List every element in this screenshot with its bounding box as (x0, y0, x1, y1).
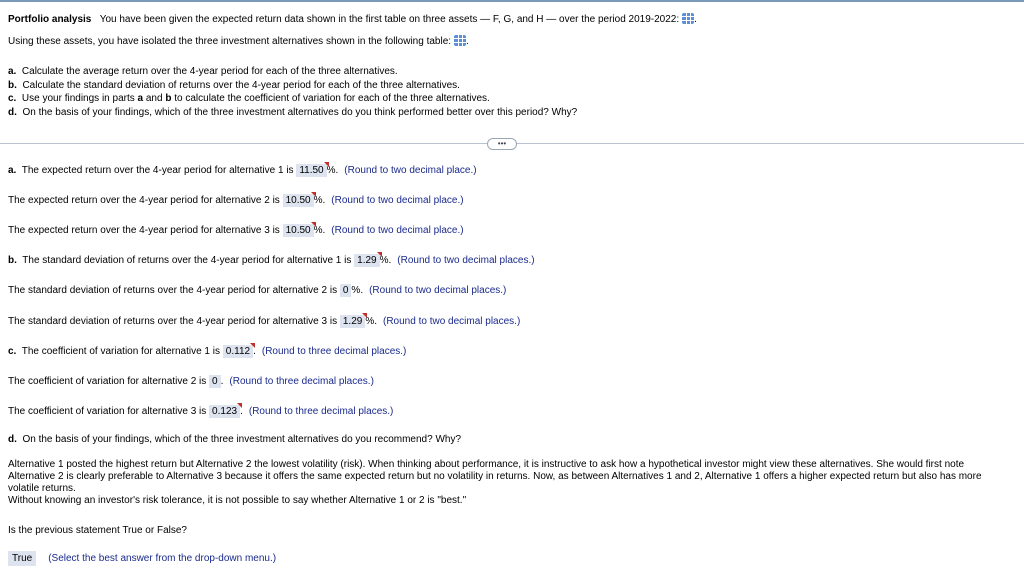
answer-unit: %. (365, 316, 377, 327)
top-border (0, 0, 1024, 2)
expand-button[interactable]: ••• (487, 138, 517, 150)
answer-prompt: The expected return over the 4-year period for alternative 3 is (8, 225, 280, 236)
answer-input[interactable]: 10.50 (283, 194, 314, 207)
answer-unit: %. (351, 285, 364, 296)
task-c (8, 93, 490, 105)
task-text: Calculate the average return over the 4-year period for each of the three alternatives. (21, 66, 398, 77)
answer-row (8, 225, 464, 237)
part-letter: c. (8, 346, 17, 357)
answer-row (8, 255, 535, 267)
table-icon[interactable] (454, 35, 466, 46)
rounding-hint: (Round to three decimal places.) (248, 406, 394, 417)
task-a (8, 66, 398, 78)
answer-unit: %. (326, 165, 339, 176)
answer-unit: %. (379, 255, 392, 266)
punct: . (694, 14, 697, 25)
answer-input[interactable]: 11.50 (296, 164, 326, 177)
answer-unit: . (220, 376, 224, 387)
answer-prompt: The coefficient of variation for alternative 1 is (21, 346, 220, 357)
task-text: to calculate the coefficient of variation for each of the three alternatives. (171, 93, 490, 104)
answer-unit: . (253, 346, 256, 357)
answer-row (8, 376, 374, 388)
table-icon[interactable] (682, 13, 694, 24)
part-d-answer (8, 459, 1008, 507)
part-d-question (8, 434, 461, 446)
rounding-hint: (Round to two decimal places.) (369, 285, 507, 296)
answer-prompt: The expected return over the 4-year period for alternative 1 is (21, 165, 294, 176)
answer-row (8, 165, 477, 177)
answer-input[interactable]: 0.123 (209, 405, 240, 418)
intro-text-2: Using these assets, you have isolated the three investment alternatives shown in the following table: (8, 36, 452, 47)
answer-row (8, 195, 464, 207)
true-false-row (8, 553, 276, 565)
task-text: and (143, 93, 166, 104)
answer-unit: . (240, 406, 243, 417)
intro-line-2 (8, 35, 469, 48)
punct: . (466, 36, 469, 47)
answer-input[interactable]: 1.29 (354, 254, 379, 267)
answer-row (8, 316, 520, 328)
answer-prompt: The coefficient of variation for alternative 3 is (8, 406, 207, 417)
intro-line-1 (8, 13, 697, 26)
answer-input[interactable]: 1.29 (340, 315, 365, 328)
task-letter: b. (8, 80, 17, 91)
answer-prompt: The expected return over the 4-year period for alternative 2 is (8, 195, 280, 206)
part-letter: b. (8, 255, 17, 266)
answer-prompt: The coefficient of variation for alternative 2 is (8, 376, 207, 387)
task-text: a (137, 93, 144, 104)
dropdown-hint: (Select the best answer from the drop-down menu.) (48, 553, 277, 564)
task-text: Use your findings in parts (21, 93, 138, 104)
rounding-hint: (Round to three decimal places.) (229, 376, 374, 387)
answer-paragraph: Alternative 1 posted the highest return but Alternative 2 the lowest volatility (risk). When thinking about performance, it is instructive to ask how a hypothetical investor might view these alternatives. She would first note Alternative 2 is clearly preferable to Alternative 3 because it offers the same expected return but no volatility in returns. Now, as between Alternatives 1 and 2, Alternative 1 offers a higher expected return but also has more volatile returns. (8, 459, 982, 494)
answer-input[interactable]: 0.112 (223, 345, 253, 358)
rounding-hint: (Round to two decimal place.) (344, 165, 477, 176)
answer-input[interactable]: 0 (340, 284, 352, 297)
task-letter: a. (8, 66, 17, 77)
problem-title: Portfolio analysis (8, 14, 92, 25)
answer-unit: %. (313, 195, 326, 206)
task-letter: d. (8, 107, 17, 118)
question-text: On the basis of your findings, which of the three investment alternatives do you recommend? Why? (22, 434, 462, 445)
task-text: b (165, 93, 172, 104)
part-letter: d. (8, 434, 17, 445)
answer-prompt: The standard deviation of returns over the 4-year period for alternative 1 is (22, 255, 352, 266)
task-d (8, 107, 577, 119)
task-letter: c. (8, 93, 17, 104)
answer-row (8, 285, 506, 297)
rounding-hint: (Round to three decimal places.) (261, 346, 407, 357)
rounding-hint: (Round to two decimal place.) (331, 225, 464, 236)
rounding-hint: (Round to two decimal places.) (383, 316, 521, 327)
task-b (8, 80, 460, 92)
answer-input[interactable]: 10.50 (283, 224, 314, 237)
answer-row (8, 406, 393, 418)
task-text: On the basis of your findings, which of the three investment alternatives do you think performed better over this period? Why? (22, 107, 578, 118)
rounding-hint: (Round to two decimal place.) (331, 195, 464, 206)
answer-paragraph-2: Without knowing an investor's risk tolerance, it is not possible to say whether Alternative 1 or 2 is "best." (8, 495, 467, 506)
answer-row (8, 346, 406, 358)
intro-text: You have been given the expected return data shown in the first table on three assets — F, G, and H — over the period 2019-2022: (99, 14, 680, 25)
answer-prompt: The standard deviation of returns over the 4-year period for alternative 2 is (8, 285, 338, 296)
true-false-question: Is the previous statement True or False? (8, 525, 187, 536)
answer-input[interactable]: 0 (209, 375, 221, 388)
true-false-dropdown[interactable]: True (8, 551, 36, 566)
part-letter: a. (8, 165, 17, 176)
answer-unit: %. (313, 225, 326, 236)
rounding-hint: (Round to two decimal places.) (397, 255, 535, 266)
answer-prompt: The standard deviation of returns over the 4-year period for alternative 3 is (8, 316, 338, 327)
task-text: Calculate the standard deviation of returns over the 4-year period for each of the three alternatives. (22, 80, 460, 91)
